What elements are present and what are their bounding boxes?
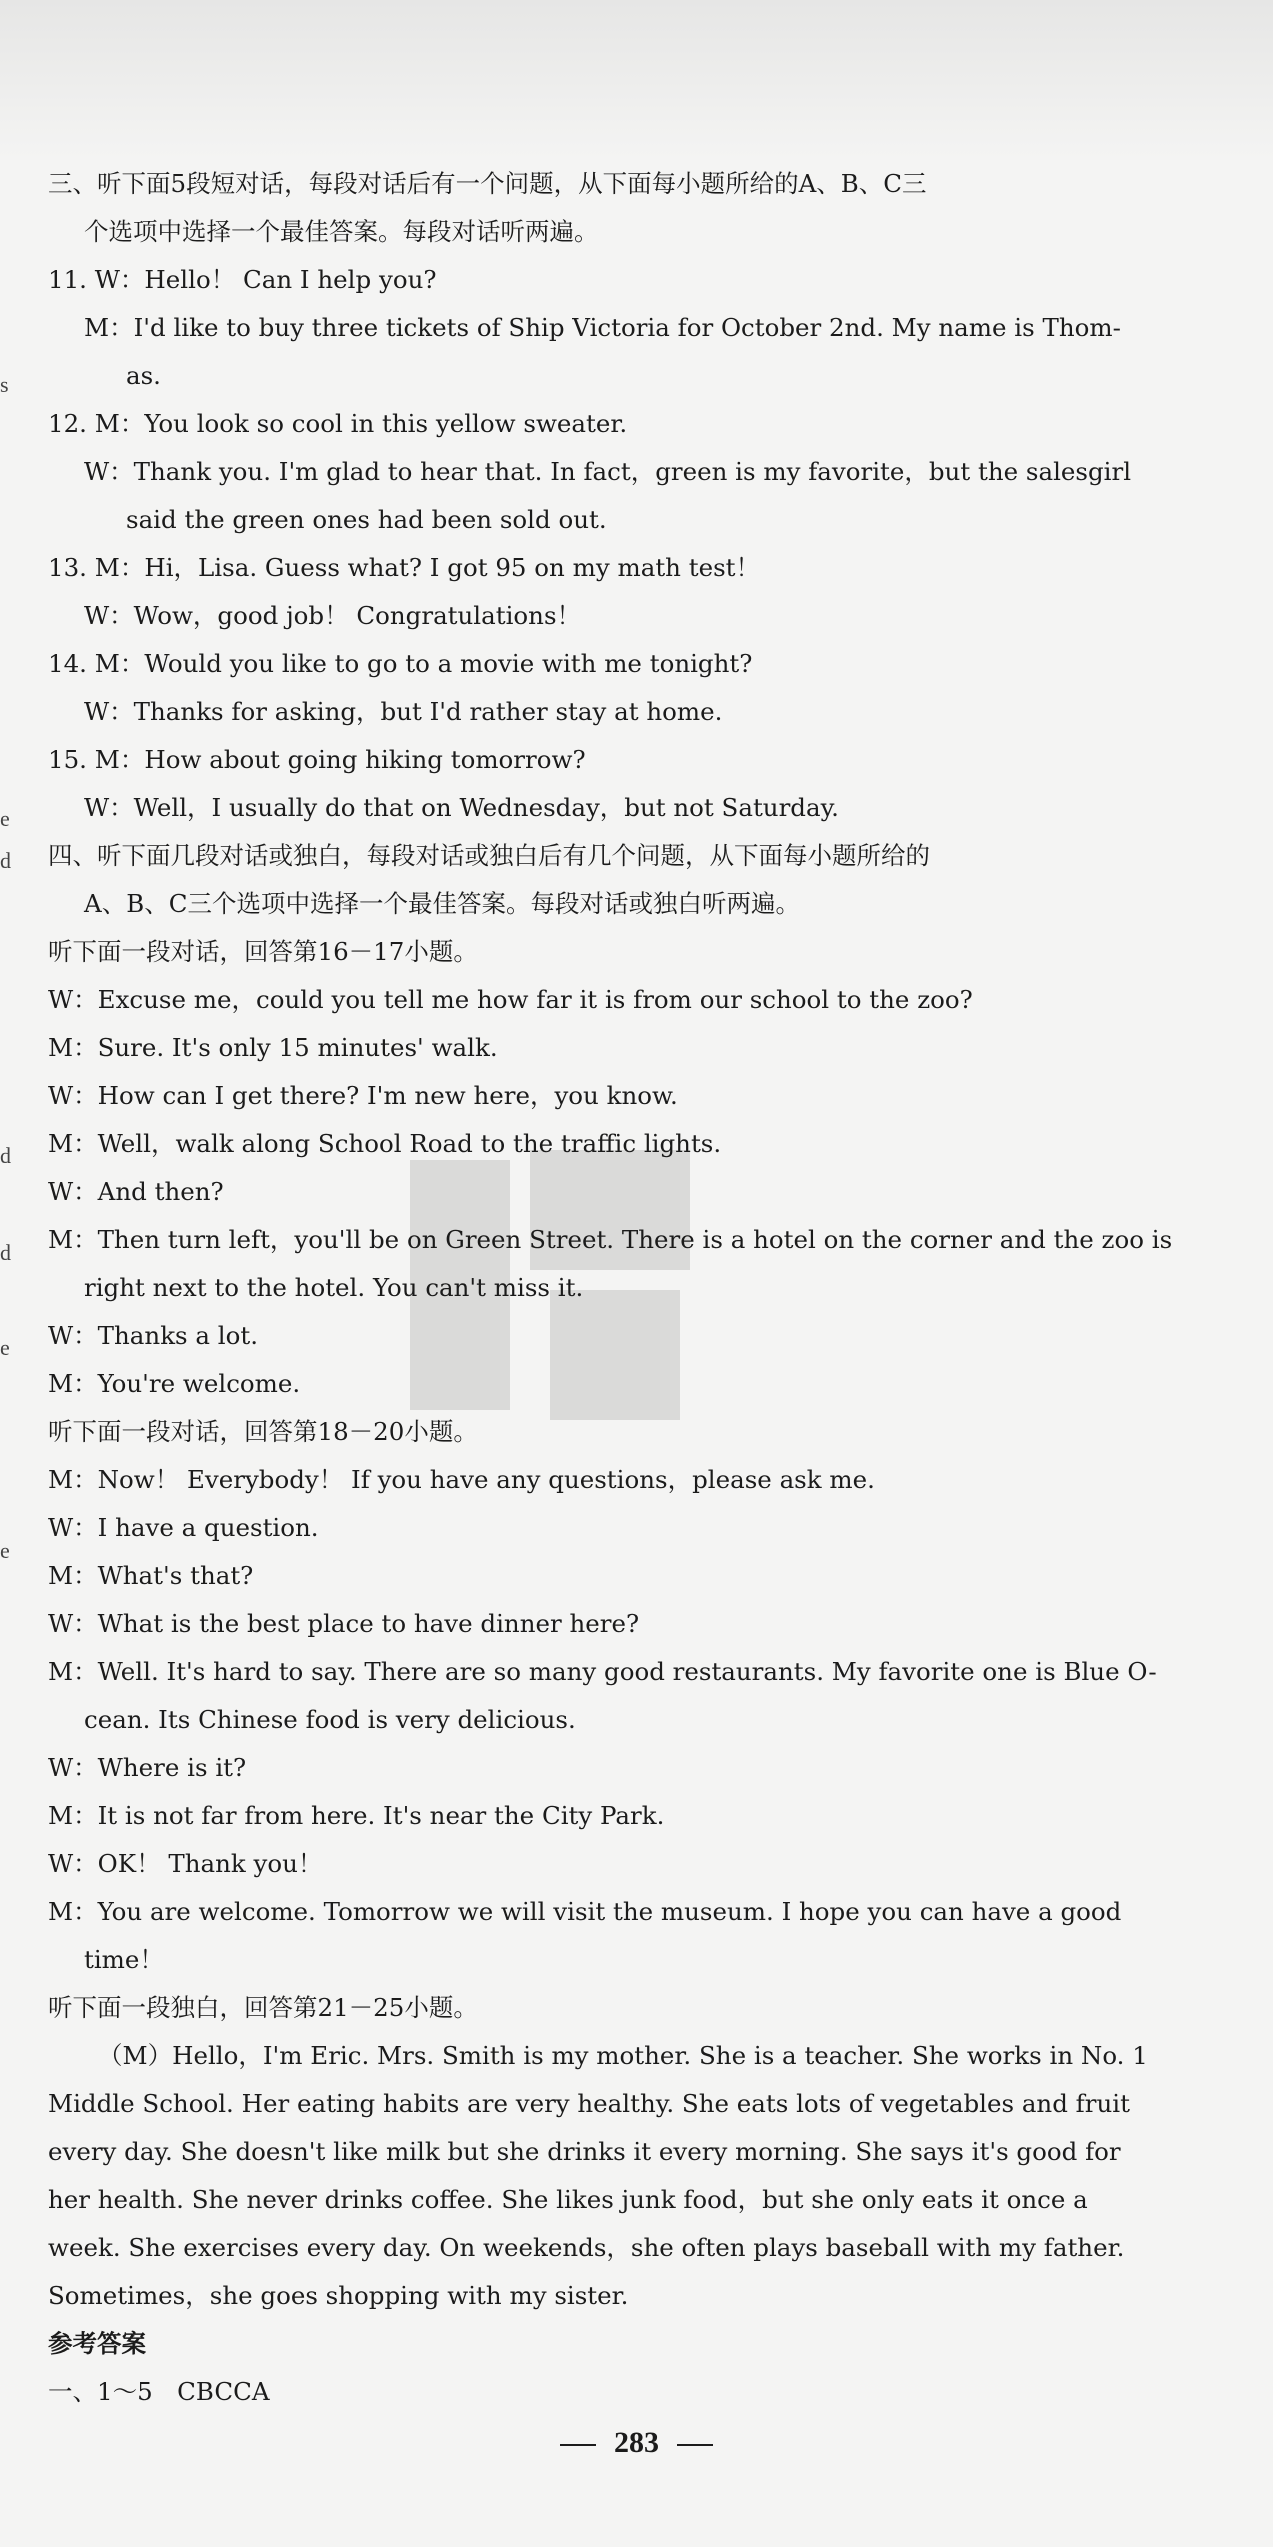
dialogue-line: time！ bbox=[84, 1945, 164, 1974]
dialogue-line: W：Excuse me，could you tell me how far it is from our school to the zoo? bbox=[48, 985, 973, 1014]
monologue-line: her health. She never drinks coffee. She likes junk food，but she only eats it once a bbox=[48, 2185, 1088, 2214]
dialogue-line: M：Now！ Everybody！ If you have any questions，please ask me. bbox=[48, 1465, 875, 1494]
dialogue-line: 11. W：Hello！ Can I help you? bbox=[48, 265, 437, 294]
section-3-heading-cont: 个选项中选择一个最佳答案。每段对话听两遍。 bbox=[84, 217, 599, 246]
dialogue-line: said the green ones had been sold out. bbox=[126, 505, 607, 534]
scan-shadow bbox=[0, 0, 1273, 160]
gutter-mark: e bbox=[0, 806, 10, 831]
instruction-line: 听下面一段独白，回答第21－25小题。 bbox=[48, 1993, 478, 2022]
dialogue-line: M：You're welcome. bbox=[48, 1369, 301, 1398]
dialogue-line: M：It is not far from here. It's near the City Park. bbox=[48, 1801, 665, 1830]
dialogue-line: right next to the hotel. You can't miss it. bbox=[84, 1273, 584, 1302]
dialogue-line: W：Well，I usually do that on Wednesday，but not Saturday. bbox=[84, 793, 839, 822]
instruction-line: 听下面一段对话，回答第18－20小题。 bbox=[48, 1417, 478, 1446]
gutter-mark: d bbox=[0, 1240, 11, 1265]
answer-key-heading: 参考答案 bbox=[48, 2329, 146, 2358]
gutter-mark: e bbox=[0, 1335, 10, 1360]
footer-dash bbox=[677, 2444, 713, 2446]
dialogue-line: M：Then turn left，you'll be on Green Street. There is a hotel on the corner and the zoo is bbox=[48, 1225, 1173, 1254]
monologue-line: week. She exercises every day. On weekends，she often plays baseball with my father. bbox=[48, 2233, 1125, 2262]
dialogue-line: cean. Its Chinese food is very delicious. bbox=[84, 1705, 576, 1734]
dialogue-line: 13. M：Hi，Lisa. Guess what? I got 95 on my math test！ bbox=[48, 553, 760, 582]
dialogue-line: W：Thanks a lot. bbox=[48, 1321, 259, 1350]
dialogue-line: W：Thank you. I'm glad to hear that. In fact，green is my favorite，but the salesgirl bbox=[84, 457, 1132, 486]
dialogue-line: 15. M：How about going hiking tomorrow? bbox=[48, 745, 586, 774]
dialogue-line: 14. M：Would you like to go to a movie with me tonight? bbox=[48, 649, 753, 678]
monologue-line: Middle School. Her eating habits are very healthy. She eats lots of vegetables and fruit bbox=[48, 2089, 1130, 2118]
dialogue-line: W：Thanks for asking，but I'd rather stay at home. bbox=[84, 697, 723, 726]
gutter-mark: d bbox=[0, 1143, 11, 1168]
dialogue-line: W：OK！ Thank you！ bbox=[48, 1849, 323, 1878]
page-number: 283 bbox=[614, 2426, 659, 2459]
dialogue-line: M：Sure. It's only 15 minutes' walk. bbox=[48, 1033, 498, 1062]
dialogue-line: M：You are welcome. Tomorrow we will visit the museum. I hope you can have a good bbox=[48, 1897, 1122, 1926]
answer-line: 一、1～5 CBCCA bbox=[48, 2377, 270, 2406]
instruction-line: 听下面一段对话，回答第16－17小题。 bbox=[48, 937, 478, 966]
monologue-line: every day. She doesn't like milk but she drinks it every morning. She says it's good for bbox=[48, 2137, 1121, 2166]
document-body bbox=[48, 160, 1173, 2416]
dialogue-line: W：How can I get there? I'm new here，you know. bbox=[48, 1081, 678, 1110]
footer-dash bbox=[560, 2444, 596, 2446]
dialogue-line: M：I'd like to buy three tickets of Ship Victoria for October 2nd. My name is Thom- bbox=[84, 313, 1121, 342]
gutter-mark: s bbox=[0, 372, 9, 397]
dialogue-line: M：Well，walk along School Road to the traffic lights. bbox=[48, 1129, 722, 1158]
monologue-line: Sometimes，she goes shopping with my sister. bbox=[48, 2281, 629, 2310]
dialogue-line: W：And then? bbox=[48, 1177, 224, 1206]
section-4-heading-cont: A、B、C三个选项中选择一个最佳答案。每段对话或独白听两遍。 bbox=[84, 889, 800, 918]
dialogue-line: as. bbox=[126, 361, 161, 390]
gutter-mark: e bbox=[0, 1538, 10, 1563]
dialogue-line: W：What is the best place to have dinner here? bbox=[48, 1609, 640, 1638]
dialogue-line: W：Where is it? bbox=[48, 1753, 247, 1782]
dialogue-line: M：What's that? bbox=[48, 1561, 254, 1590]
page-footer bbox=[0, 2426, 1273, 2460]
section-3-heading: 三、听下面5段短对话，每段对话后有一个问题，从下面每小题所给的A、B、C三 bbox=[48, 169, 927, 198]
dialogue-line: 12. M：You look so cool in this yellow sweater. bbox=[48, 409, 628, 438]
dialogue-line: W：I have a question. bbox=[48, 1513, 319, 1542]
dialogue-line: W：Wow，good job！ Congratulations！ bbox=[84, 601, 582, 630]
dialogue-line: M：Well. It's hard to say. There are so many good restaurants. My favorite one is Blue O- bbox=[48, 1657, 1157, 1686]
monologue-line: （M）Hello，I'm Eric. Mrs. Smith is my mother. She is a teacher. She works in No. 1 bbox=[98, 2041, 1148, 2070]
gutter-mark: d bbox=[0, 848, 11, 873]
section-4-heading: 四、听下面几段对话或独白，每段对话或独白后有几个问题，从下面每小题所给的 bbox=[48, 841, 930, 870]
